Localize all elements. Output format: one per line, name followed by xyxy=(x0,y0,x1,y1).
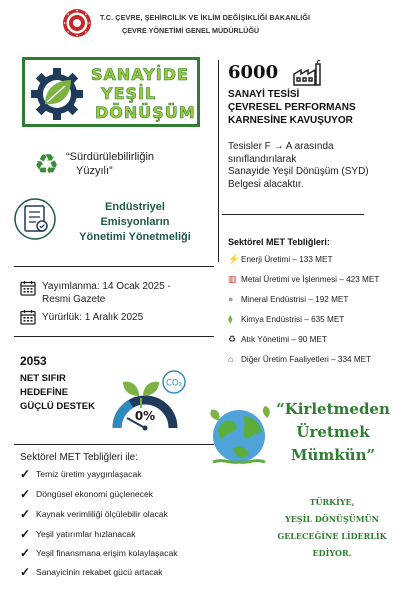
divider xyxy=(222,214,364,215)
benefit-label: Döngüsel ekonomi güçlenecek xyxy=(36,489,154,499)
calendar-icon xyxy=(20,309,36,325)
facility-headline xyxy=(228,88,356,127)
net-zero-year: 2053 xyxy=(20,354,47,368)
regulation-title-line2: Emisyonların xyxy=(100,216,170,228)
sustainability-line2: Yüzyılı” xyxy=(76,165,113,177)
gauge-percent-label: 0% xyxy=(134,409,156,423)
ministry-name: T.C. ÇEVRE, ŞEHİRCİLİK VE İKLİM DEĞİŞİKLİĞİ BAKANLIĞI xyxy=(100,13,311,22)
publication-date xyxy=(42,280,171,306)
benefit-label: Temiz üretim yaygınlaşacak xyxy=(36,469,142,479)
net-zero-line2: HEDEFİNE xyxy=(20,387,69,398)
sectors-heading: Sektörel MET Tebliğleri: xyxy=(228,237,330,247)
slogan-quote xyxy=(253,398,413,467)
check-icon: ✓ xyxy=(20,467,31,481)
facility-description xyxy=(228,141,369,191)
column-divider xyxy=(218,60,219,262)
syd-logo-box xyxy=(22,57,200,127)
syd-logo-line2: YEŞİL xyxy=(101,84,157,103)
sector-item xyxy=(228,294,348,304)
syd-logo-line3: DÖNÜŞÜM xyxy=(95,103,196,122)
lightning-icon: ⚡ xyxy=(228,254,240,264)
benefit-label: Yeşil finansmana erişim kolaylaşacak xyxy=(36,548,178,558)
sector-item xyxy=(228,314,344,325)
check-icon: ✓ xyxy=(20,527,31,541)
regulation-title-line1: Endüstriyel xyxy=(105,201,165,213)
metal-icon: ▥ xyxy=(228,274,237,284)
facility-line2: ÇEVRESEL PERFORMANS xyxy=(228,102,356,113)
sector-label: Metal Üretimi ve İşlenmesi – 423 MET xyxy=(241,275,380,284)
divider xyxy=(14,444,214,445)
benefit-item xyxy=(20,546,178,560)
directorate-name: ÇEVRE YÖNETİMİ GENEL MÜDÜRLÜĞÜ xyxy=(122,26,260,35)
closing-line4: EDİYOR. xyxy=(312,548,352,558)
facility-desc-line1: Tesisler F → A arasında xyxy=(228,141,334,152)
net-zero-line3: GÜÇLÜ DESTEK xyxy=(20,401,95,412)
sector-label: Enerji Üretimi – 133 MET xyxy=(241,255,333,264)
net-zero-line1: NET SIFIR xyxy=(20,373,66,384)
sustainability-line1: “Sürdürülebilirliğin xyxy=(66,151,155,163)
sector-item xyxy=(228,274,379,285)
factory-icon: ⌂ xyxy=(228,354,234,364)
effective-date: Yürürlük: 1 Aralık 2025 xyxy=(42,312,144,323)
chemistry-icon: ⧫ xyxy=(228,314,233,324)
co2-gauge xyxy=(97,368,193,438)
facility-line3: KARNESİNE KAVUŞUYOR xyxy=(228,115,353,126)
sector-item xyxy=(228,354,371,364)
sector-label: Mineral Endüstrisi – 192 MET xyxy=(241,294,349,304)
check-icon: ✓ xyxy=(20,507,31,521)
sector-label: Diğer Üretim Faaliyetleri – 334 MET xyxy=(241,354,372,364)
sustainability-slogan xyxy=(66,150,154,178)
sector-item xyxy=(228,254,332,265)
benefit-item xyxy=(20,527,136,541)
quote-line1: “Kirletmeden xyxy=(276,400,390,418)
recycle-icon: ♻ xyxy=(34,149,60,180)
facility-desc-line4: Belgesi alacaktır. xyxy=(228,178,304,190)
sector-label: Atık Yönetimi – 90 MET xyxy=(241,335,327,344)
gear-leaf-icon xyxy=(31,68,83,120)
regulation-title xyxy=(60,200,210,245)
publication-date-line1: Yayımlanma: 14 Ocak 2025 - xyxy=(42,281,171,292)
closing-line1: TÜRKİYE, xyxy=(309,497,355,507)
divider xyxy=(14,336,214,337)
benefit-item xyxy=(20,507,168,521)
regulation-title-line3: Yönetimi Yönetmeliği xyxy=(79,231,191,243)
facility-line1: SANAYİ TESİSİ xyxy=(228,89,300,100)
benefit-label: Kaynak verimliliği ölçülebilir olacak xyxy=(36,509,168,519)
factory-icon xyxy=(292,60,322,86)
document-checklist-icon xyxy=(14,198,56,240)
benefit-label: Sanayicinin rekabet gücü artacak xyxy=(36,567,163,577)
closing-line3: GELECEĞİNE LİDERLİK xyxy=(277,531,387,541)
co2-badge-label: CO₂ xyxy=(165,378,183,389)
check-icon: ✓ xyxy=(20,487,31,501)
check-icon: ✓ xyxy=(20,546,31,560)
facility-desc-line3: Sanayide Yeşil Dönüşüm (SYD) xyxy=(228,166,369,177)
quote-line2: Üretmek xyxy=(296,423,370,441)
benefit-item xyxy=(20,467,142,481)
closing-line2: YEŞİL DÖNÜŞÜMÜN xyxy=(285,514,379,524)
net-zero-text xyxy=(20,372,95,414)
mineral-icon: ● xyxy=(228,294,234,304)
benefit-label: Yeşil yatırımlar hızlanacak xyxy=(36,529,136,539)
sector-item xyxy=(228,334,327,345)
ministry-seal-logo xyxy=(62,8,92,38)
sector-label: Kimya Endüstrisi – 635 MET xyxy=(241,315,345,324)
calendar-icon xyxy=(20,280,36,296)
facility-count: 6000 xyxy=(228,62,279,83)
benefit-item xyxy=(20,565,163,579)
closing-statement xyxy=(248,494,416,562)
divider xyxy=(14,266,214,267)
publication-date-line2: Resmi Gazete xyxy=(42,294,106,305)
benefit-item xyxy=(20,487,153,501)
recycle-icon: ♻ xyxy=(228,334,237,344)
syd-logo-line1: SANAYİDE xyxy=(91,65,189,84)
benefits-heading: Sektörel MET Tebliğleri ile: xyxy=(20,452,139,463)
check-icon: ✓ xyxy=(20,565,31,579)
facility-desc-line2: sınıflandırılarak xyxy=(228,153,297,165)
quote-line3: Mümkün” xyxy=(290,446,376,464)
